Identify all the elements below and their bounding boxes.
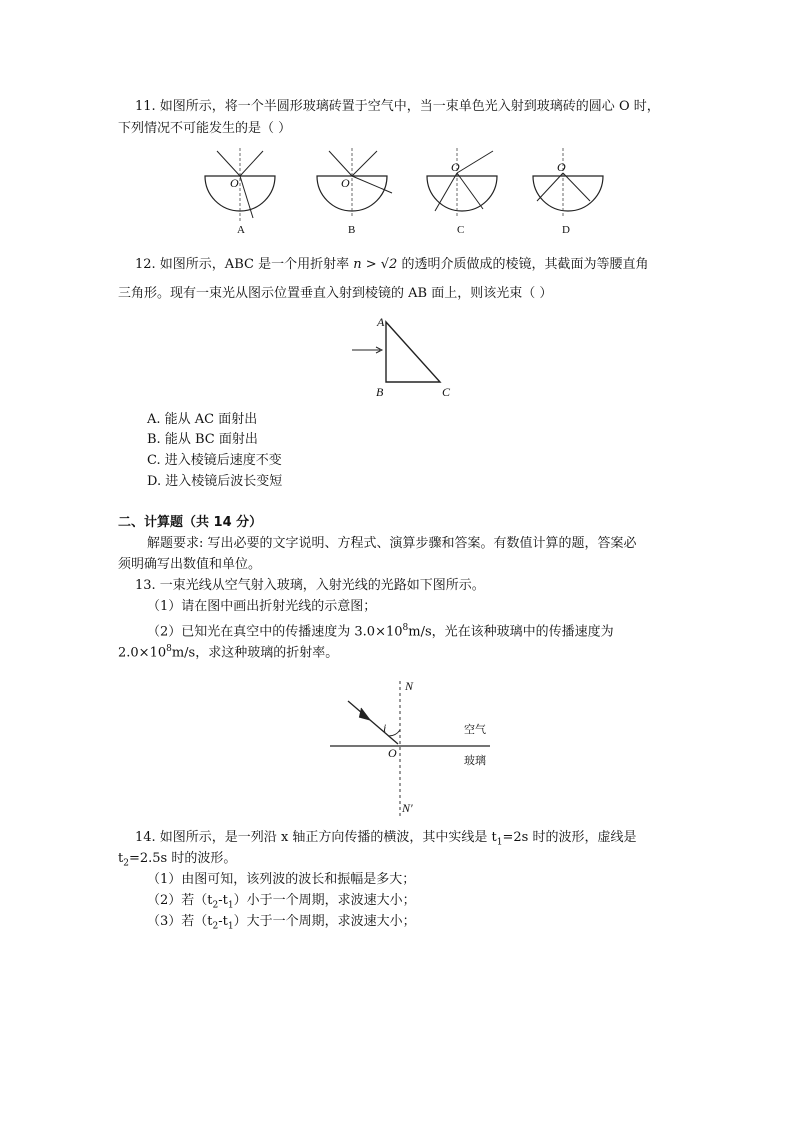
q14-sub2-e: ）小于一个周期，求波速大小； (233, 893, 416, 908)
q11-diagram-a (205, 148, 275, 236)
q14-line1-text-c: =2s 时的波形，虚线是 (502, 830, 637, 845)
q13-sub1: （1）请在图中画出折射光线的示意图； (147, 599, 377, 614)
q14-line2-text-c: =2.5s 时的波形。 (128, 851, 237, 866)
q11-option-a: A (237, 224, 245, 236)
section-requirement-line2: 须明确写出数值和单位。 (118, 557, 262, 572)
q13-sub2-exp1: 8 (402, 623, 409, 633)
q14-sub2 (147, 892, 416, 915)
q12-choice-d: D. 进入棱镜后波长变短 (147, 474, 283, 489)
q13-intro: 13. 一束光线从空气射入玻璃，入射光线的光路如下图所示。 (135, 578, 485, 593)
q11-option-c: C (457, 224, 465, 236)
q14-sub3-d: 1 (227, 921, 234, 932)
q13-sub2-text-a: （2）已知光在真空中的传播速度为 3.0×10 (147, 624, 403, 640)
q12-choice-b: B. 能从 BC 面射出 (147, 432, 258, 447)
q13-sub2-text-d: 2.0×10 (118, 645, 167, 661)
q11-diagram-b (317, 148, 392, 236)
q12-vertex-c: C (442, 385, 451, 399)
q11-o-label-c: O (451, 160, 460, 174)
q13-normal-n: N (405, 679, 414, 693)
q12-line1-pre: 12. 如图所示，ABC 是一个用折射率 (135, 257, 350, 272)
q13-refraction-figure (330, 676, 500, 821)
q14-line2-sub: 2 (123, 858, 129, 869)
section-requirement-line1: 解题要求: 写出必要的文字说明、方程式、演算步骤和答案。有数值计算的题，答案必 (147, 536, 637, 551)
q12-choice-a: A. 能从 AC 面射出 (147, 412, 258, 427)
q14-sub3 (147, 913, 416, 936)
q12-choice-c: C. 进入棱镜后速度不变 (147, 453, 282, 468)
q13-normal-n-prime: N′ (402, 801, 413, 815)
q14-sub3-e: ）大于一个周期，求波速大小； (233, 914, 416, 929)
q14-sub2-b: 2 (212, 900, 219, 911)
q11-option-b: B (348, 224, 356, 236)
q11-line1: 11. 如图所示，将一个半圆形玻璃砖置于空气中，当一束单色光入射到玻璃砖的圆心 O 时， (135, 99, 660, 114)
q14-sub3-b: 2 (212, 921, 219, 932)
q14-line1-text-a: 14. 如图所示，是一列沿 x 轴正方向传播的横波，其中实线是 t (135, 830, 497, 845)
q13-glass-label: 玻璃 (464, 755, 486, 767)
q13-point-o: O (388, 746, 397, 760)
q14-sub2-d: 1 (227, 900, 234, 911)
q12-line1-post: 的透明介质做成的棱镜，其截面为等腰直角 (401, 257, 649, 272)
section-heading: 二、计算题（共 14 分） (118, 515, 263, 530)
q11-diagram-d (533, 148, 603, 236)
q14-line2-text-a: t (118, 851, 124, 866)
q12-line2: 三角形。现有一束光从图示位置垂直入射到棱镜的 AB 面上，则该光束（ ） (118, 286, 553, 301)
q12-vertex-a: A (377, 315, 385, 329)
q11-option-d: D (562, 224, 570, 236)
q13-air-label: 空气 (464, 724, 486, 736)
q12-formula: n > √2 (353, 257, 398, 272)
q13-sub2-text-f: m/s，求这种玻璃的折射率。 (171, 645, 339, 661)
q13-sub2-exp2: 8 (166, 644, 172, 654)
q14-line1-sub: 1 (496, 837, 503, 848)
q12-vertex-b: B (376, 385, 384, 399)
q11-figure (195, 143, 615, 238)
q11-o-label-a: O (230, 176, 239, 190)
q14-line2 (118, 850, 236, 873)
q14-sub2-c: -t (218, 893, 228, 908)
q14-line1 (135, 829, 636, 852)
q14-sub1: （1）由图可知，该列波的波长和振幅是多大； (147, 872, 416, 887)
q11-o-label-b: O (341, 176, 350, 190)
q14-sub3-c: -t (218, 914, 228, 929)
q14-sub3-a: （3）若（t (147, 914, 213, 929)
q12-line1 (135, 256, 648, 274)
q13-sub2-text-c: m/s，光在该种玻璃中的传播速度为 (408, 624, 614, 640)
q11-o-label-d: O (557, 160, 566, 174)
q13-sub2-line2 (118, 640, 338, 662)
q14-sub2-a: （2）若（t (147, 893, 213, 908)
q11-diagram-c (427, 148, 497, 236)
q13-sub2-line1 (147, 619, 614, 641)
q12-prism-figure (340, 312, 460, 402)
q13-angle-i: i (383, 721, 387, 735)
q11-line2: 下列情况不可能发生的是（ ） (118, 121, 292, 136)
